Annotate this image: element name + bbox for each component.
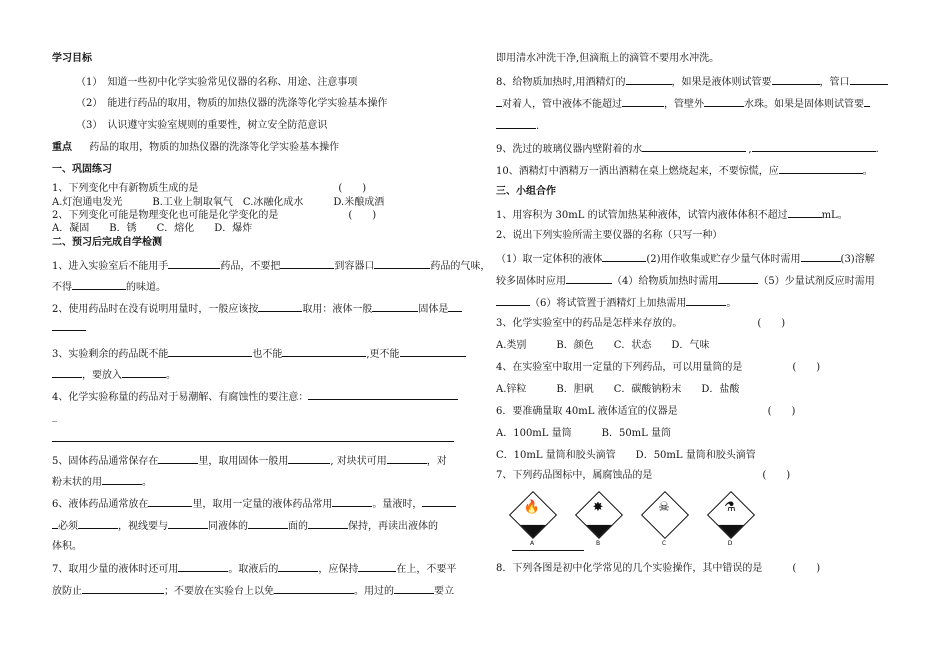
blank-line[interactable]	[718, 273, 758, 284]
sign-label: C	[661, 540, 667, 547]
key-label: 重点	[52, 142, 72, 153]
blank-line[interactable]	[779, 163, 863, 174]
blank-line[interactable]	[168, 346, 252, 357]
blank-line[interactable]	[178, 561, 228, 572]
blank-line[interactable]	[496, 295, 530, 306]
blank-line[interactable]	[308, 389, 458, 400]
blank-line[interactable]	[626, 74, 672, 85]
blank-line[interactable]	[864, 96, 870, 107]
blank-line[interactable]	[52, 367, 82, 378]
sign-c[interactable]	[642, 492, 686, 547]
skull-crossbones-icon: ☠	[658, 500, 670, 515]
question-line: 不得 的味道。	[52, 279, 166, 294]
question-text: 7、下列药品图标中，属腐蚀品的是 ( )	[496, 470, 791, 481]
question-options: A．凝固 B．锈 C．熔化 D．爆炸	[52, 223, 253, 234]
blank-line[interactable]	[168, 518, 208, 529]
blank-line[interactable]	[566, 273, 612, 284]
blank-line[interactable]	[168, 258, 220, 269]
blank-line[interactable]	[122, 367, 166, 378]
blank-continuation: _	[52, 411, 57, 422]
question-line: （1）取一定体积的液体 (2)用作收集或贮存少量气体时需用 (3)溶解	[496, 251, 875, 266]
sign-label: D	[727, 540, 733, 547]
question-text: 8．下列各图是初中化学常见的几个实验操作，其中错误的是 ( )	[496, 563, 821, 574]
sign-b[interactable]	[576, 492, 620, 547]
question-options: C．10mL 量筒和胶头滴管 D．50mL 量筒和胶头滴管	[496, 450, 756, 461]
corrosion-icon: ⚗	[724, 500, 736, 515]
blank-line[interactable]	[788, 207, 822, 218]
blank-line[interactable]	[274, 583, 354, 594]
question-line: （6）将试管置于酒精灯上加热需用 。	[496, 295, 736, 310]
question-options: A.锌粒 B．胆矾 C．碳酸钠粉末 D．盐酸	[496, 384, 740, 395]
blank-line[interactable]	[308, 518, 348, 529]
blank-line[interactable]	[278, 561, 318, 572]
question-line: 7、取用少量的液体时还可用 。取液后的 ，应保持 在上，不要平	[52, 561, 456, 576]
blank-line[interactable]	[422, 496, 456, 507]
section-title: 一、巩固练习	[52, 164, 112, 175]
goal-item: （1） 知道一些初中化学实验常见仪器的名称、用途、注意事项	[76, 77, 358, 88]
blank-line[interactable]	[772, 74, 820, 85]
flame-over-circle-icon: 🔥	[523, 500, 541, 515]
blank-line[interactable]	[387, 453, 427, 464]
sign-label: A	[529, 540, 535, 547]
question-options: A.类别 B．颜色 C．状态 D．气味	[496, 340, 710, 351]
question-line: ，要放入 。	[52, 367, 176, 382]
blank-line[interactable]	[72, 279, 126, 290]
blank-line[interactable]	[332, 496, 372, 507]
continuation-text: 即用清水冲洗干净,但滴瓶上的滴管不要用水冲洗。	[496, 53, 720, 64]
question-line: 2、使用药品时在没有说明用量时，一般应该按 取用：液体一般 固体是	[52, 301, 462, 316]
blank-line[interactable]	[82, 583, 164, 594]
question-line: 4、化学实验称量的药品对于易潮解、有腐蚀性的要注意：	[52, 389, 458, 404]
blank-line[interactable]	[248, 518, 288, 529]
question-line: 6、液体药品通常放在 里，取用一定量的液体药品常用 。量液时，	[52, 496, 456, 511]
blank-line[interactable]	[102, 474, 142, 485]
blank-line[interactable]	[686, 295, 726, 306]
section-title: 二、预习后完成自学检测	[52, 237, 162, 248]
key-points	[52, 141, 339, 154]
question-line: 8、给物质加热时,用酒精灯的 ，如果是液体则试管要 ，管口	[496, 74, 888, 89]
goal-item: （2） 能进行药品的取用，物质的加热仪器的洗涤等化学实验基本操作	[76, 98, 388, 109]
sign-a[interactable]	[510, 492, 554, 547]
key-text: 药品的取用，物质的加热仪器的洗涤等化学实验基本操作	[89, 142, 340, 153]
question-line: 放防止 ；不要放在实验台上以免 。用过的 要立	[52, 583, 454, 598]
question-line: 对着人，管中液体不能超过 ，管壁外 水珠。如果是固体则试管要	[496, 96, 870, 111]
question-text: 6．要准确量取 40mL 液体适宜的仪器是 ( )	[496, 406, 796, 417]
question-line: 3、实验剩余的药品既不能 也不能 ,更不能	[52, 346, 466, 361]
blank-line[interactable]	[850, 74, 888, 85]
blank-line[interactable]	[258, 301, 302, 312]
question-text: 2、说出下列实验所需主要仪器的名称（只写一种）	[496, 230, 723, 241]
blank-line[interactable]	[52, 441, 454, 442]
blank-line[interactable]	[752, 141, 876, 152]
blank-line[interactable]	[358, 561, 396, 572]
underline-rule	[512, 550, 584, 551]
sign-d[interactable]	[708, 492, 752, 547]
question-line: 较多固体时应用 （4）给物质加热时需用 （5）少量试剂反应时需用	[496, 273, 875, 288]
blank-line[interactable]	[372, 301, 418, 312]
question-line: 9、洗过的玻璃仪器内壁附着的水 , .	[496, 141, 879, 156]
blank-line[interactable]	[374, 258, 430, 269]
blank-line[interactable]	[642, 141, 746, 152]
sign-label: B	[595, 540, 601, 547]
question-line: 1、用容积为 30mL 的试管加热某种液体，试管内液体体积不超过 mL。	[496, 207, 848, 222]
question-line: 粉末状的用 。	[52, 474, 152, 489]
question-line: 10、酒精灯中酒精万一洒出酒精在桌上燃烧起来，不要惊慌，应 。	[496, 163, 873, 178]
blank-line[interactable]	[704, 96, 744, 107]
goals-title: 学习目标	[52, 53, 92, 64]
question-options: A．100mL 量筒 B．50mL 量筒	[496, 428, 671, 439]
question-line: 1、进入实验室后不能用手 药品，不要把 到容器口 药品的气味，	[52, 258, 490, 273]
blank-line[interactable]	[78, 518, 118, 529]
blank-line[interactable]	[148, 496, 192, 507]
blank-line[interactable]	[602, 251, 646, 262]
blank-line[interactable]	[801, 251, 841, 262]
hazard-signs-figure	[510, 492, 770, 554]
blank-line[interactable]	[448, 301, 462, 312]
blank-line[interactable]	[280, 258, 334, 269]
blank-line[interactable]	[282, 346, 366, 357]
question-text: 1、下列变化中有新物质生成的是 ( )	[52, 183, 367, 194]
question-text: 4、在实验室中取用一定量的下列药品，可以用量筒的是 ( )	[496, 362, 821, 373]
blank-line[interactable]	[52, 330, 86, 331]
blank-line[interactable]	[394, 583, 434, 594]
blank-line[interactable]	[158, 453, 198, 464]
question-line: 5、固体药品通常保存在 里，取用固体一般用 , 对块状可用 ，对	[52, 453, 447, 468]
blank-line[interactable]	[496, 118, 536, 129]
question-text: 2、下列变化可能是物理变化也可能是化学变化的是 ( )	[52, 210, 377, 221]
section-title: 三、小组合作	[496, 186, 556, 197]
blank-line[interactable]	[622, 96, 664, 107]
exploding-bomb-icon: ✸	[592, 500, 604, 515]
blank-line[interactable]	[400, 346, 466, 357]
question-line: .	[496, 118, 539, 133]
goal-item: （3） 认识遵守实验室规则的重要性，树立安全防范意识	[76, 120, 328, 131]
question-options: A.灯泡通电发光 B.工业上制取氧气 C.冰融化成水 D.米酿成酒	[52, 197, 385, 208]
blank-line[interactable]	[288, 453, 330, 464]
question-text: 3、化学实验室中的药品是怎样来存放的。 ( )	[496, 318, 786, 329]
question-line: 体积。	[52, 541, 82, 552]
question-line: 必须 ，视线要与 同液体的 面的 保持，再读出液体的	[52, 518, 438, 533]
